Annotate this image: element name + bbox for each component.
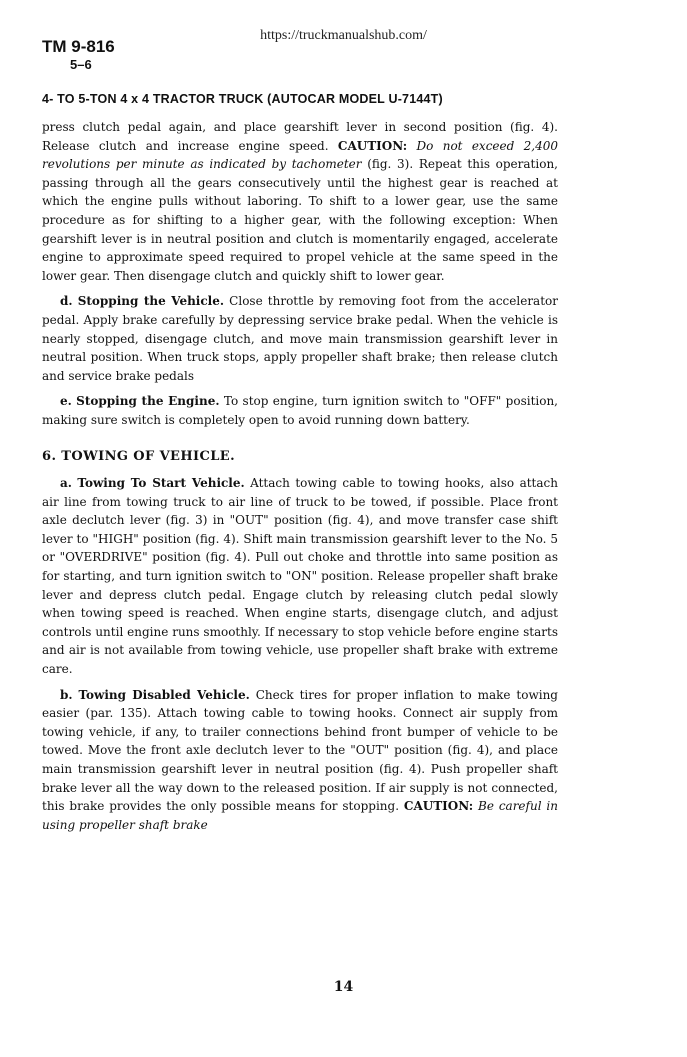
page-number: 14: [333, 979, 354, 995]
caution-text: Do not exceed 2,400 revolutions per minute as indicated by tachometer: [42, 138, 558, 172]
tm-number: TM 9-816: [42, 37, 115, 56]
paragraph-text: Check tires for proper inflation to make towing easier (par. 135). Attach towing cable to towing hooks. Connect air supply from towing vehicle, if any, to trailer connections behind front bumper of vehicle to be towed. Move the front axle declutch lever to the "OUT" position (fig. 4), and place main transmission gearshift lever in neutral position (fig. 4). Push propeller shaft brake lever all the way down to the released position. If air supply is not connected, this brake provides the only possible means for stopping.: [42, 687, 558, 814]
paragraph-label: e.: [60, 394, 72, 409]
paragraph-e: [42, 392, 558, 429]
paragraph-heading: Stopping the Engine.: [76, 394, 220, 409]
running-head: 4- TO 5-TON 4 x 4 TRACTOR TRUCK (AUTOCAR MODEL U-7144T): [42, 92, 443, 106]
watermark-url: https://truckmanualshub.com/: [260, 28, 427, 43]
paragraph-text: press clutch pedal again, and place gearshift lever in second position (fig. 4). Release clutch and increase engine speed.: [42, 120, 558, 153]
paragraph-heading: Towing To Start Vehicle.: [77, 476, 245, 491]
paragraph-text: To stop engine, turn ignition switch to "OFF" position, making sure switch is completely open to avoid running down battery.: [42, 394, 558, 427]
section-title: 6. TOWING OF VEHICLE.: [42, 448, 236, 464]
paragraph-a: [42, 474, 558, 679]
caution-label: CAUTION:: [337, 138, 408, 153]
caution-label: CAUTION:: [403, 799, 474, 814]
page-body: [42, 118, 558, 841]
paragraph-text: (fig. 3). Repeat this operation, passing through all the gears consecutively until the highest gear is reached at which the engine pulls without laboring. To shift to a lower gear, use the same procedure as for shifting to a higher gear, with the following exception: When gearshift lever is in neutral position and clutch is momentarily engaged, accelerate engine to approximate speed required to propel vehicle at the same speed in the lower gear. Then disengage clutch and quickly shift to lower gear.: [42, 157, 558, 283]
tm-number-block: [42, 38, 115, 74]
section-reference: 5–6: [70, 57, 92, 72]
paragraph-c-continued: [42, 118, 558, 285]
paragraph-b: [42, 686, 558, 835]
paragraph-label: d.: [60, 294, 73, 309]
caution-text: Be careful in using propeller shaft brake: [42, 799, 558, 832]
paragraph-d: [42, 292, 558, 385]
paragraph-heading: Stopping the Vehicle.: [77, 294, 225, 309]
paragraph-text: Close throttle by removing foot from the accelerator pedal. Apply brake carefully by depressing service brake pedal. When the vehicle is nearly stopped, disengage clutch, and move main transmission gearshift lever in neutral position. When truck stops, apply propeller shaft brake; then release clutch and service brake pedals: [42, 294, 558, 383]
paragraph-label: a.: [60, 476, 72, 491]
paragraph-label: b.: [60, 687, 73, 702]
paragraph-heading: Towing Disabled Vehicle.: [78, 687, 250, 702]
paragraph-text: Attach towing cable to towing hooks, also attach air line from towing truck to air line of truck to be towed, if possible. Place front axle declutch lever (fig. 3) in "OUT" position (fig. 4), and move transfer case shift lever to "HIGH" position (fig. 4). Shift main transmission gearshift lever to the No. 5 or "OVERDRIVE" position (fig. 4). Pull out choke and throttle into same position as for starting, and turn ignition switch to "ON" position. Release propeller shaft brake lever and depress clutch pedal. Engage clutch by releasing clutch pedal slowly when towing speed is reached. When engine starts, disengage clutch, and adjust controls until engine runs smoothly. If necessary to stop vehicle before engine starts and air is not available from towing vehicle, use propeller shaft brake with extreme care.: [42, 476, 558, 677]
